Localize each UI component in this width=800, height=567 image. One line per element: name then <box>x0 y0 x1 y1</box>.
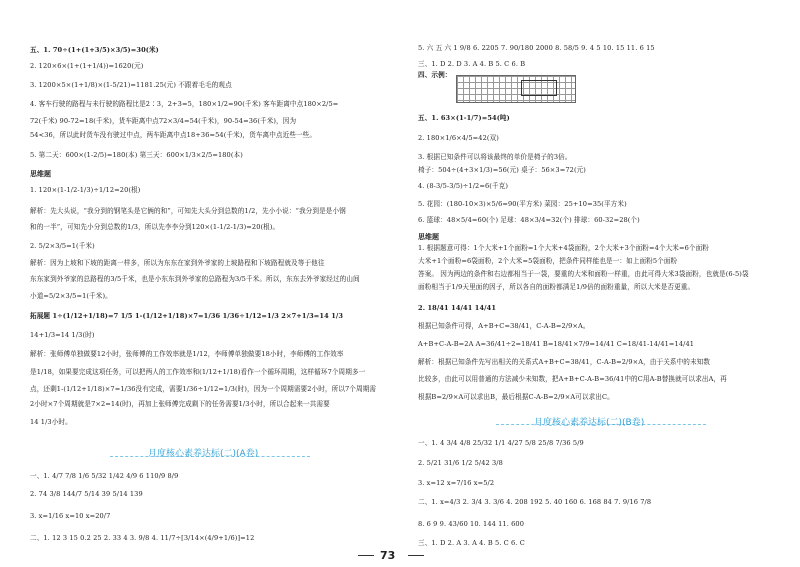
answer-line: 3. 1200×5×(1+1/8)×(1-5/21)=1181.25(元) 不跟着毛毛的观点 <box>30 81 232 89</box>
answer-line: 五、1. 70÷(1+(1+3/5)×3/5)=30(米) <box>30 46 159 54</box>
section-banner: 月度核心素养达标(二)(B卷) <box>534 418 645 428</box>
explanation-line: A+B+C-A-B=2A A=36/41÷2=18/41 B=18/41×7/9=14/41 C=18/41-14/41=14/41 <box>418 340 695 348</box>
answer-line: 三、1. D 2. D 3. A 4. B 5. C 6. B <box>418 60 526 68</box>
explanation-line: 解析：张师傅单独做要12小时，张师傅的工作效率就是1/12，李师傅单独做要18小时，李师傅的工作效率 <box>30 350 344 358</box>
answer-line: 二、1. 12 3 15 0.2 25 2. 33 4 3. 9/8 4. 11/7÷[3/14×(4/9+1/6)]=12 <box>30 534 255 542</box>
answer-line: 5. 六 五 六 1 9/8 6. 2205 7. 90/180 2000 8. 58/5 9. 4 5 10. 15 11. 6 15 <box>418 44 655 52</box>
answer-line: 1. 120×(1-1/2-1/3)÷1/12=20(根) <box>30 186 141 194</box>
grid-diagram <box>456 75 576 103</box>
answer-line: 5. 花园：(180-10×3)×5/6=90(平方米) 菜园：25+10=35(平方米) <box>418 200 627 208</box>
answer-line: 一、1. 4/7 7/8 1/6 5/32 1/42 4/9 6 110/9 8/9 <box>30 472 179 480</box>
answer-line: 3. x=12 x=7/16 x=5/2 <box>418 479 495 487</box>
answer-line: 三、1. D 2. A 3. A 4. B 5. C 6. C <box>418 539 525 547</box>
answer-line: 四、示例： <box>418 71 452 79</box>
answer-line: 2. 180×1/6×4/5=42(双) <box>418 134 499 142</box>
answer-line: 拓展题 1÷(1/12+1/18)=7 1/5 1-(1/12+1/18)×7=1/36 1/36÷1/12=1/3 2×7+1/3=14 1/3 <box>30 312 344 320</box>
answer-line: 5. 第二天：600×(1-2/5)=180(本) 第三天：600×1/3×2/5=180(本) <box>30 151 243 159</box>
answer-line: 二、1. x=4/3 2. 3/4 3. 3/6 4. 208 192 5. 40 160 6. 168 84 7. 9/16 7/8 <box>418 498 652 506</box>
answer-line: 4. (8-3/5-3/5)÷1/2=6(千克) <box>418 182 508 190</box>
explanation-line: 大米+1个面粉=6袋面粉，2个大米=5袋面粉，把条件同样能也是一：如上面粉5个面粉 <box>418 257 678 265</box>
explanation-line: 2小时×7个周期就是7×2=14(时)，再加上张师傅完成剩下的任务需要1/3小时，所以合起来一共需要 <box>30 400 330 408</box>
explanation-line: 14 1/3小时。 <box>30 418 72 426</box>
explanation-line: 是1/18，如果要完成这项任务，可以把两人的工作效率和(1/12+1/18)看作一个循环周期，这样循环7个周期多一 <box>30 368 366 376</box>
section-banner: 月度核心素养达标(二)(A卷) <box>148 449 259 459</box>
page-number-dash <box>408 555 424 556</box>
answer-line: 2. 74 3/8 144/7 5/14 39 5/14 139 <box>30 490 143 498</box>
answer-line: 2. 18/41 14/41 14/41 <box>418 304 497 312</box>
answer-line: 4. 客车行驶的路程与未行驶的路程比是2∶3，2+3=5，180×1/2=90(千米) 客车距离中点180×2/5= <box>30 100 339 108</box>
explanation-line: 解析：因为上坡和下坡的距离一样多，所以为东东在家到外爷家的上坡路程和下坡路程就及等于他往 <box>30 259 325 267</box>
answer-line: 2. 5/21 31/6 1/2 5/42 3/8 <box>418 459 503 467</box>
answer-line: 72(千米) 90-72=18(千米)，货车距离中点72×3/4=54(千米)，90-54=36(千米)，因为 <box>30 117 297 125</box>
explanation-line: 解析：先大头说，“我分到的钢笔头是它俩的和”，可知先大头分到总数的1/2，先小小说：“我分到是是小钢 <box>30 207 346 215</box>
answer-line: 3. 根据已知条件可以将该最终的单价是椅子的3倍。 <box>418 153 572 161</box>
answer-line: 54<36，所以此时货车没有驶过中点，两车距离中点18+36=54(千米)，货车离中点近些一些。 <box>30 131 317 139</box>
answer-line: 2. 5/2×3/5=1(千米) <box>30 242 95 250</box>
explanation-line: 根据B=2/9×A可以求出B，最后根据C-A-B=2/9×A可以求出C。 <box>418 393 614 401</box>
answer-line: 一、1. 4 3/4 4/8 25/32 1/1 4/27 5/8 25/8 7/36 5/9 <box>418 439 584 447</box>
answer-line: 椅子：504÷(4+3×1/3)=56(元) 桌子：56×3=72(元) <box>418 166 586 174</box>
answer-line: 8. 6 9 9. 43/60 10. 144 11. 600 <box>418 520 524 528</box>
page-number-dash <box>358 555 374 556</box>
explanation-line: 小道=5/2×3/5=1(千米)。 <box>30 292 112 300</box>
explanation-line: 根据已知条件可得，A+B+C=38/41，C-A-B=2/9×A。 <box>418 322 590 330</box>
answer-line: 6. 篮球：48×5/4=60(个) 足球：48×3/4=32(个) 排球：60-32=28(个) <box>418 216 640 224</box>
explanation-line: 解析：根据已知条件先写出相关的关系式A+B+C=38/41，C-A-B=2/9×A，由于关系中的未知数 <box>418 358 711 366</box>
answer-line: 2. 120×6×(1+(1+1/4))=1620(元) <box>30 62 144 70</box>
page-number: 73 <box>380 549 396 562</box>
section-heading: 思维题 <box>30 170 51 178</box>
explanation-line: 面粉相当于1/9天里面的因子，所以各自的面粉都满足1/9倍的面粉重量，所以大米是否更重。 <box>418 283 695 291</box>
explanation-line: 比较多，由此可以用普通的方法减少未知数，把A+B+C-A-B=36/41中的C用A-B替换就可以求出A，再 <box>418 375 727 383</box>
explanation-line: 点，还剩1-(1/12+1/18)×7=1/36没有完成，需要1/36÷1/12=1/3(时)，因为一个周期需要2小时，所以7个周期需 <box>30 385 377 393</box>
answer-line: 1. 根据题意可得：1个大米+1个面粉=1个大米+4袋面粉，2个大米+3个面粉=4个大米=6个面粉 <box>418 244 709 252</box>
explanation-line: 东东家到外爷家的总路程的3/5千米，也是小东东到外爷家的总路程为3/5千米。所以，东东去外爷家经过的山间 <box>30 275 360 283</box>
answer-line: 五、1. 63×(1-1/7)=54(吨) <box>418 114 510 122</box>
answer-line: 14+1/3=14 1/3(时) <box>30 331 95 339</box>
answer-line: 3. x=1/16 x=10 x=20/7 <box>30 512 111 520</box>
section-heading: 思维题 <box>418 233 439 241</box>
explanation-line: 和的一半”，可知先小分到总数的1/3，所以先李李分到120×(1-1/2-1/3)=20(根)。 <box>30 223 280 231</box>
drawn-shape <box>521 80 557 96</box>
explanation-line: 答案。 因为两边的条件和右边都相当于一袋，要重的大米和面粉一样重，由此可得大米3袋面粉，也就是(6-5)袋 <box>418 270 749 278</box>
